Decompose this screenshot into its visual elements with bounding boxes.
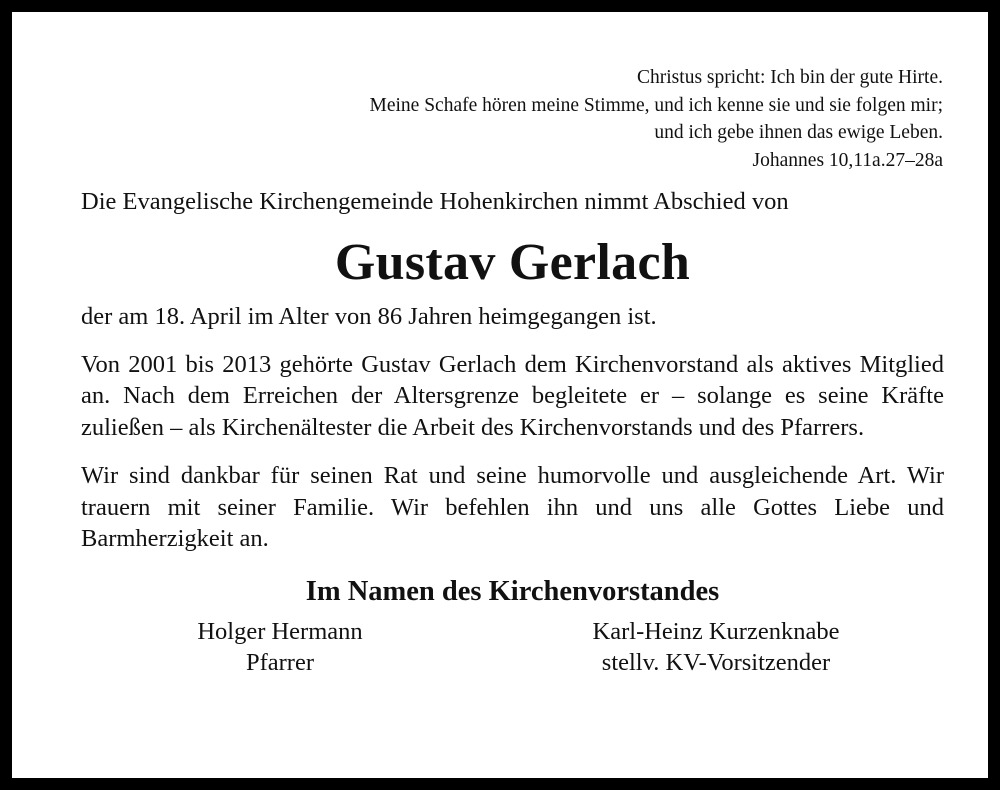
signatory-role: stellv. KV-Vorsitzender bbox=[601, 648, 831, 676]
signatory-pastor bbox=[141, 616, 419, 678]
signatory-role: Pfarrer bbox=[245, 648, 314, 676]
obituary-content bbox=[81, 64, 944, 686]
signatory-vice-chair bbox=[521, 616, 911, 678]
signatory-name: Karl-Heinz Kurzenknabe bbox=[592, 617, 840, 645]
deceased-name: Gustav Gerlach bbox=[334, 234, 691, 291]
paragraph-gratitude: Wir sind dankbar für seinen Rat und seine humorvolle und ausgleichende Art. Wir trauern mit seiner Familie. Wir befehlen ihn und uns alle Gottes Liebe und Barmherzigkeit an. bbox=[81, 462, 944, 552]
paragraph-service: Von 2001 bis 2013 gehörte Gustav Gerlach dem Kirchenvorstand als aktives Mitglied an. Nach dem Erreichen der Altersgrenze begleitete er – solange es seine Kräfte zuließen – als Kirchenältester die Arbeit des Kirchenvorstands und des Pfarrers. bbox=[81, 350, 944, 441]
verse-line-2: Meine Schafe hören meine Stimme, und ich kenne sie und sie folgen mir; bbox=[369, 94, 943, 116]
passing-line: der am 18. April im Alter von 86 Jahren heimgegangen ist. bbox=[81, 303, 657, 330]
bible-verse bbox=[81, 64, 943, 174]
intro-text: Die Evangelische Kirchengemeinde Hohenkirchen nimmt Abschied von bbox=[81, 188, 789, 215]
verse-line-3: und ich gebe ihnen das ewige Leben. bbox=[654, 122, 943, 143]
verse-reference: Johannes 10,11a.27–28a bbox=[752, 149, 943, 171]
signatory-name: Holger Hermann bbox=[197, 617, 363, 645]
verse-line-1: Christus spricht: Ich bin der gute Hirte. bbox=[637, 67, 943, 88]
signatures bbox=[81, 616, 944, 686]
on-behalf-heading: Im Namen des Kirchenvorstandes bbox=[305, 575, 720, 607]
